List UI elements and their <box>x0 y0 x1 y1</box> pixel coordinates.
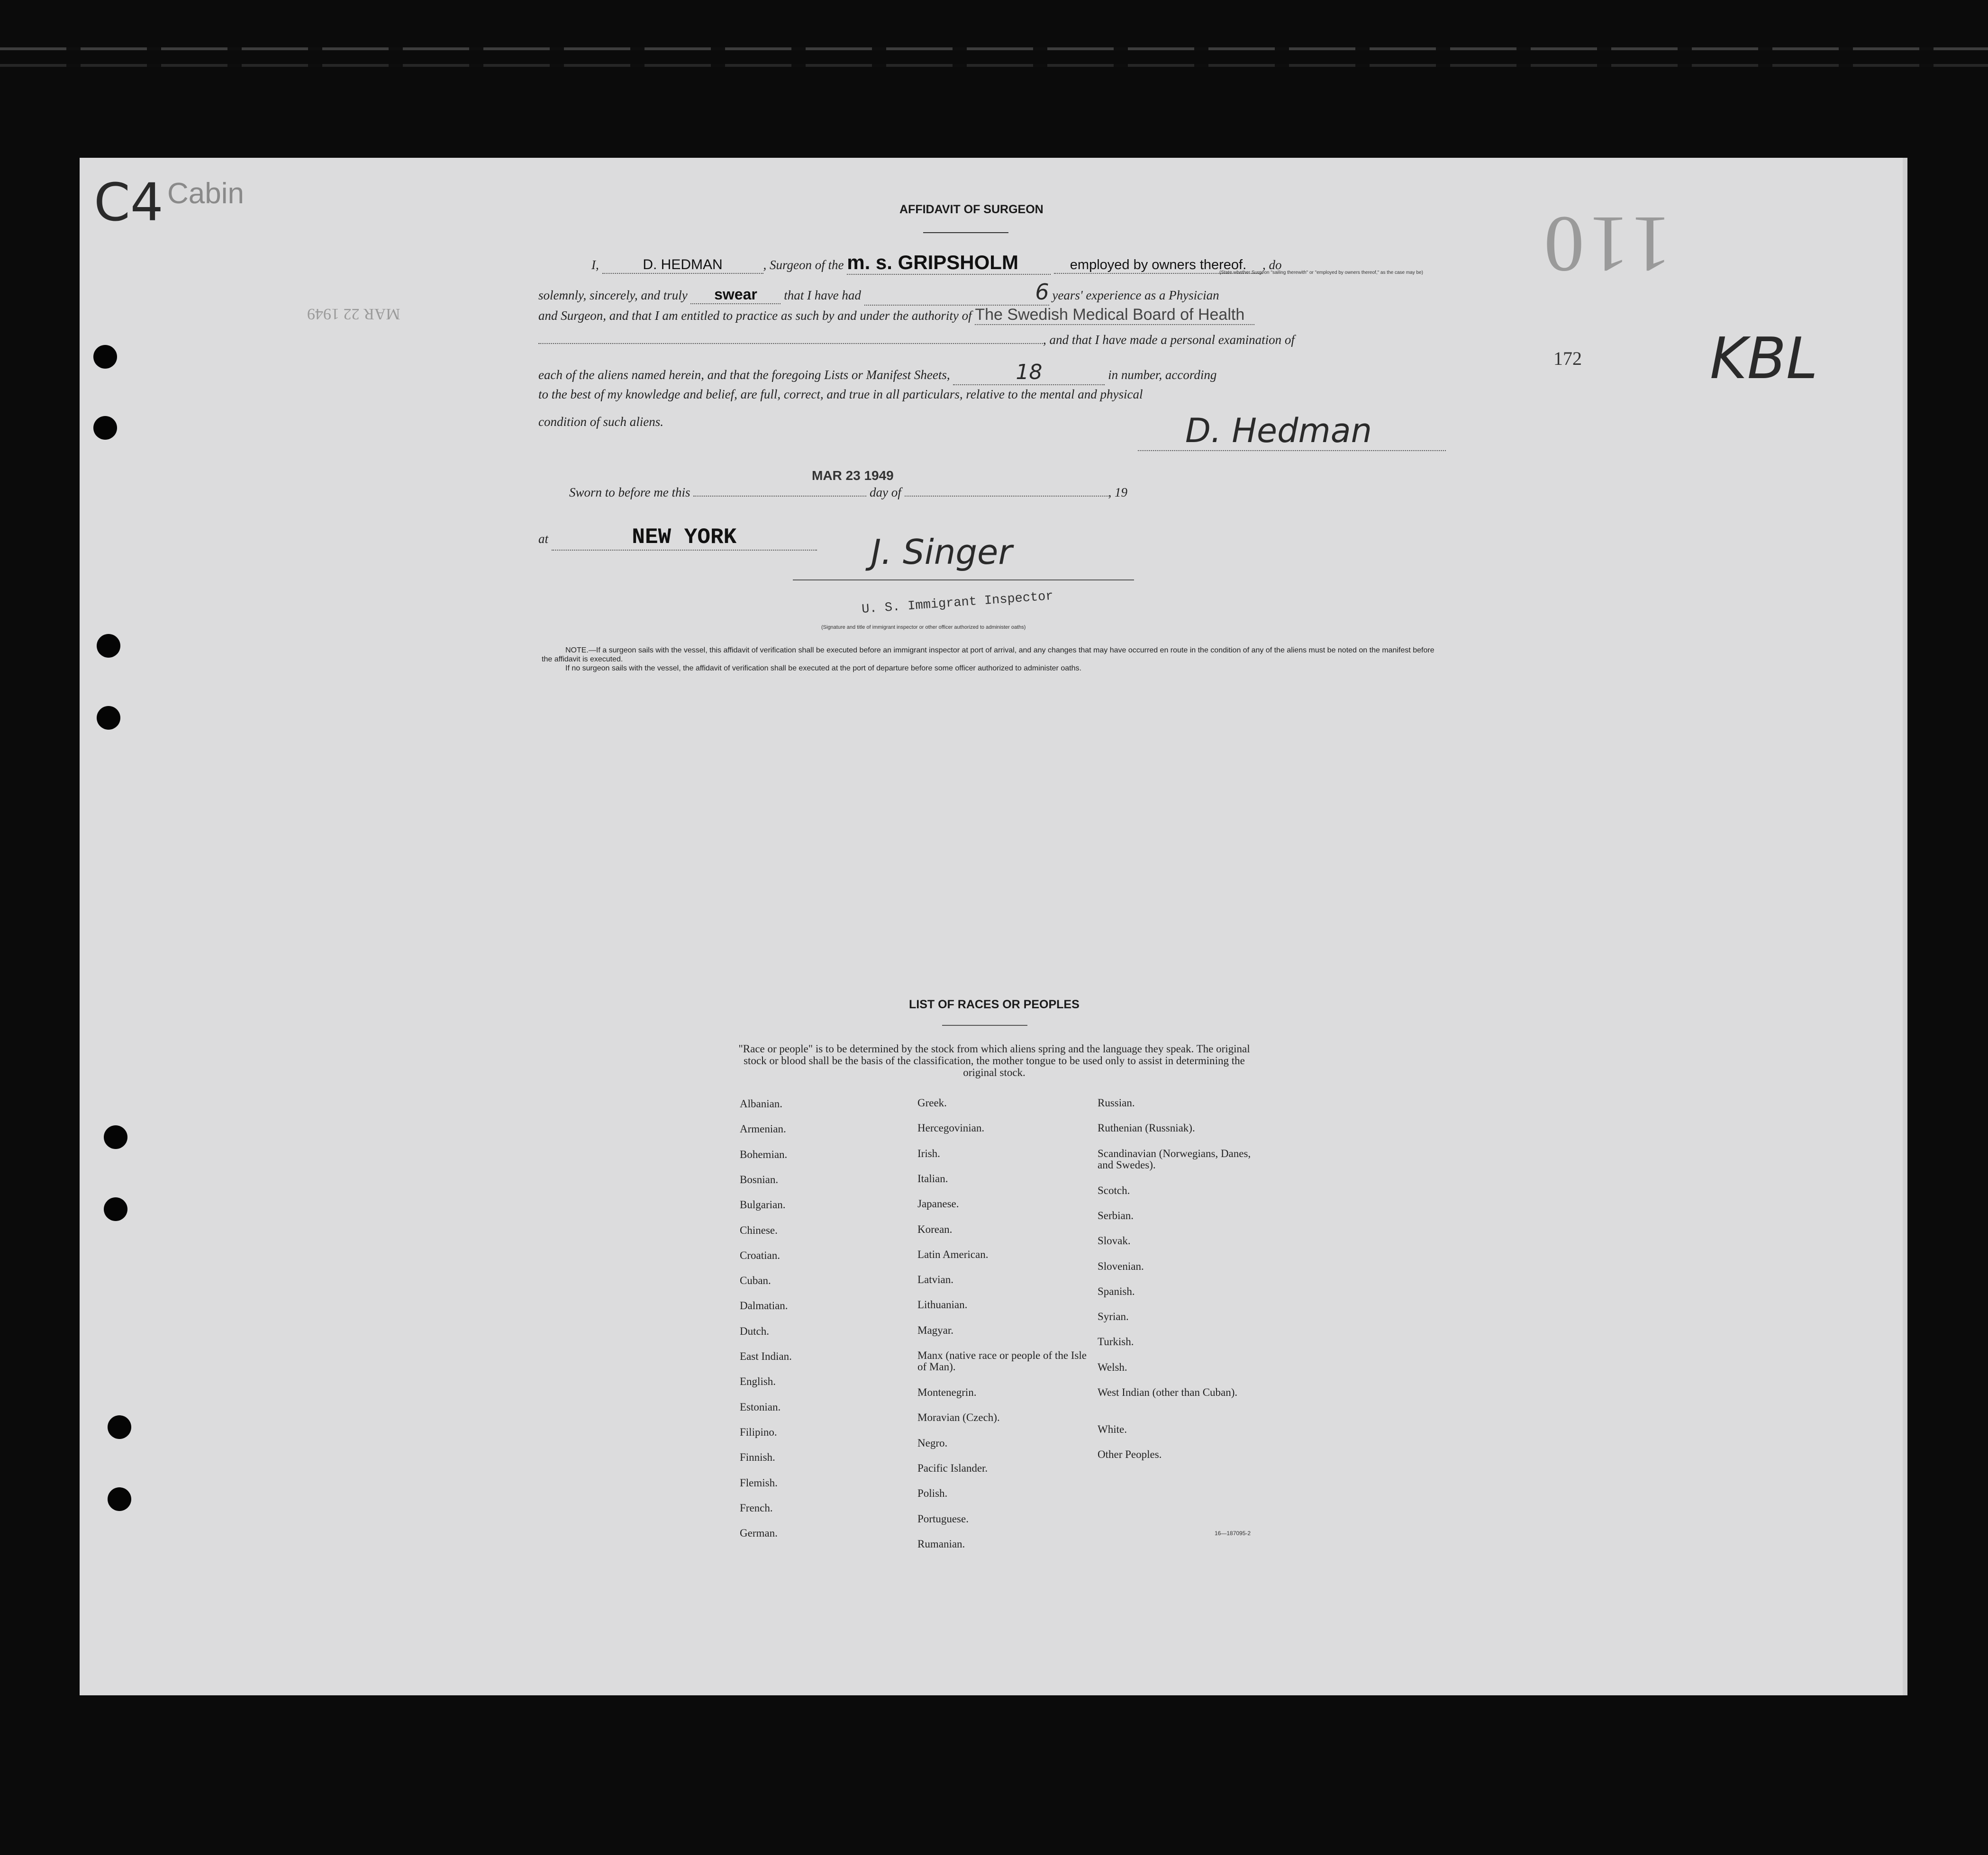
affidavit-line-2 <box>538 279 1219 306</box>
film-edge-top-2 <box>0 64 1988 67</box>
race-item: Latin American. <box>917 1248 989 1260</box>
punch-hole <box>97 634 120 658</box>
line2-suffix: years' experience as a Physician <box>1052 288 1219 302</box>
race-item: Chinese. <box>740 1224 778 1236</box>
line5-suffix: in number, according <box>1108 368 1217 382</box>
race-item: Pacific Islander. <box>917 1462 988 1474</box>
sworn-year-label: , 19 <box>1108 485 1127 499</box>
sheets-count: 18 <box>1016 360 1043 384</box>
vessel-field <box>847 251 1051 275</box>
race-item: Armenian. <box>740 1123 786 1135</box>
place-line <box>538 525 817 551</box>
race-item: West Indian (other than Cuban). <box>1098 1386 1238 1398</box>
race-item: White. <box>1098 1423 1127 1435</box>
affidavit-line-6: to the best of my knowledge and belief, are full, correct, and true in all particulars, relative to the mental and physical <box>538 387 1143 401</box>
sworn-day-label: day of <box>870 485 901 499</box>
race-item: Welsh. <box>1098 1361 1127 1373</box>
race-item: Flemish. <box>740 1476 778 1489</box>
line1-mid: , Surgeon of the <box>763 258 844 272</box>
race-item: Estonian. <box>740 1401 781 1413</box>
race-item: Hercegovinian. <box>917 1122 985 1134</box>
form-number: 16—187095-2 <box>1215 1530 1251 1537</box>
surgeon-signature-line <box>1138 411 1446 451</box>
race-item: Lithuanian. <box>917 1299 968 1311</box>
line1-prefix: I, <box>591 258 599 272</box>
punch-hole <box>93 345 117 369</box>
punch-hole <box>108 1487 131 1511</box>
race-item: Dalmatian. <box>740 1300 788 1312</box>
races-intro: "Race or people" is to be determined by the stock from which aliens spring and the language they speak. The original stock or blood shall be the basis of the classification, the mother tongue to be used only to assist in determining the original stock. <box>738 1043 1250 1078</box>
race-item: Bulgarian. <box>740 1199 786 1211</box>
surgeon-name: D. HEDMAN <box>643 257 723 272</box>
authority-field <box>975 306 1254 325</box>
race-item: Spanish. <box>1098 1285 1135 1297</box>
sworn-day-field <box>693 496 866 497</box>
punch-hole <box>104 1197 127 1221</box>
race-item: Negro. <box>917 1437 948 1449</box>
race-item: Bohemian. <box>740 1148 788 1160</box>
race-item: German. <box>740 1527 778 1539</box>
sworn-line <box>569 485 1127 500</box>
document-page <box>80 158 1907 1695</box>
race-item: Ruthenian (Russniak). <box>1098 1122 1195 1134</box>
race-item: English. <box>740 1375 776 1388</box>
sheet-number-stamp: 110 <box>1539 200 1671 289</box>
race-item: Filipino. <box>740 1426 777 1438</box>
race-item: Scotch. <box>1098 1184 1130 1196</box>
affidavit-line-5 <box>538 360 1216 385</box>
race-item: Cuban. <box>740 1275 771 1287</box>
affidavit-line-7: condition of such aliens. <box>538 415 663 429</box>
race-item: Japanese. <box>917 1198 959 1210</box>
sworn-month-field <box>905 496 1108 497</box>
line5-prefix: each of the aliens named herein, and that the foregoing Lists or Manifest Sheets, <box>538 368 950 382</box>
inspector-title: U. S. Immigrant Inspector <box>861 589 1054 617</box>
cabin-stamp: Cabin <box>167 177 244 210</box>
line4-text: , and that I have made a personal examination of <box>1043 333 1295 347</box>
film-edge-top <box>0 47 1988 50</box>
race-item: Slovak. <box>1098 1235 1131 1247</box>
affidavit-line-3 <box>538 306 1254 325</box>
line2-mid: that I have had <box>784 288 861 302</box>
race-item: Croatian. <box>740 1249 780 1261</box>
affidavit-line-1 <box>568 251 1281 275</box>
punch-hole <box>108 1415 131 1439</box>
sheets-field <box>953 360 1105 385</box>
years-field <box>864 279 1049 306</box>
race-item: Portuguese. <box>917 1512 969 1525</box>
title-underline <box>923 232 1008 233</box>
sworn-prefix: Sworn to before me this <box>569 485 690 499</box>
line1-suffix: , do <box>1262 258 1282 272</box>
race-item: Russian. <box>1098 1097 1135 1109</box>
sworn-date-stamp: MAR 23 1949 <box>812 468 894 483</box>
punch-hole <box>97 706 120 730</box>
line2-prefix: solemnly, sincerely, and truly <box>538 288 688 302</box>
oath-word: swear <box>714 286 757 303</box>
inspector-caption: (Signature and title of immigrant inspector or other officer authorized to administer oaths) <box>821 624 1026 630</box>
race-item: Scandinavian (Norwegians, Danes, and Swedes). <box>1098 1147 1251 1171</box>
race-item: Other Peoples. <box>1098 1448 1162 1461</box>
line3-prefix: and Surgeon, and that I am entitled to practice as such by and under the authority of <box>538 308 972 323</box>
inspector-signature: J. Singer <box>871 532 1012 572</box>
race-item: Manx (native race or people of the Isle of Man). <box>917 1349 1087 1373</box>
surgeon-name-field <box>602 257 763 274</box>
inspector-signature-line <box>793 579 1134 580</box>
race-item: Latvian. <box>917 1274 953 1286</box>
races-title-underline <box>942 1025 1027 1026</box>
race-item: Turkish. <box>1098 1336 1134 1348</box>
race-item: Polish. <box>917 1487 948 1500</box>
race-item: Albanian. <box>740 1098 783 1110</box>
place-value: NEW YORK <box>632 525 737 550</box>
race-item: East Indian. <box>740 1350 792 1362</box>
races-title: LIST OF RACES OR PEOPLES <box>909 998 1080 1011</box>
punch-hole <box>104 1125 127 1149</box>
affidavit-note-2: If no surgeon sails with the vessel, the affidavit of verification shall be executed at the port of departure before some officer authorized to administer oaths. <box>565 664 1081 672</box>
race-item: Korean. <box>917 1223 953 1235</box>
place-field <box>552 525 817 551</box>
race-item: Greek. <box>917 1097 947 1109</box>
employment-status: employed by owners thereof. <box>1070 257 1247 272</box>
race-item: Serbian. <box>1098 1209 1134 1222</box>
years-value: 6 <box>1035 279 1049 305</box>
page-number: 172 <box>1553 348 1582 369</box>
race-item: Syrian. <box>1098 1311 1129 1323</box>
race-item: Italian. <box>917 1172 948 1185</box>
affidavit-line-4 <box>538 333 1295 347</box>
race-item: Montenegrin. <box>917 1386 977 1398</box>
initials: KBL <box>1710 326 1818 392</box>
employment-note: (State whether Surgeon "sailing therewith" or "employed by owners thereof," as the case may be) <box>1219 270 1423 275</box>
surgeon-signature: D. Hedman <box>1185 411 1372 450</box>
faint-date-stamp: MAR 22 1949 <box>307 305 400 323</box>
race-item: Bosnian. <box>740 1173 779 1185</box>
punch-hole <box>93 416 117 440</box>
authority-value: The Swedish Medical Board of Health <box>975 306 1245 324</box>
race-item: Rumanian. <box>917 1538 965 1550</box>
race-item: Irish. <box>917 1147 940 1159</box>
race-item: Moravian (Czech). <box>917 1412 1000 1424</box>
race-item: Magyar. <box>917 1324 954 1336</box>
race-item: French. <box>740 1502 773 1514</box>
affidavit-note-1: NOTE.—If a surgeon sails with the vessel, this affidavit of verification shall be executed before an immigrant inspector at port of arrival, and any changes that may have occurred en route in the condition of any of the aliens must be noted on the manifest before the affidavit is executed. <box>542 646 1434 663</box>
margin-mark-c4: C4 <box>94 172 163 233</box>
race-item: Dutch. <box>740 1325 769 1337</box>
race-item: Finnish. <box>740 1451 775 1464</box>
affidavit-title: AFFIDAVIT OF SURGEON <box>899 203 1044 216</box>
vessel-name: m. s. GRIPSHOLM <box>847 251 1018 273</box>
authority-continuation-field <box>538 343 1043 344</box>
race-item: Slovenian. <box>1098 1260 1144 1272</box>
oath-field <box>690 286 781 304</box>
at-label: at <box>538 532 549 546</box>
